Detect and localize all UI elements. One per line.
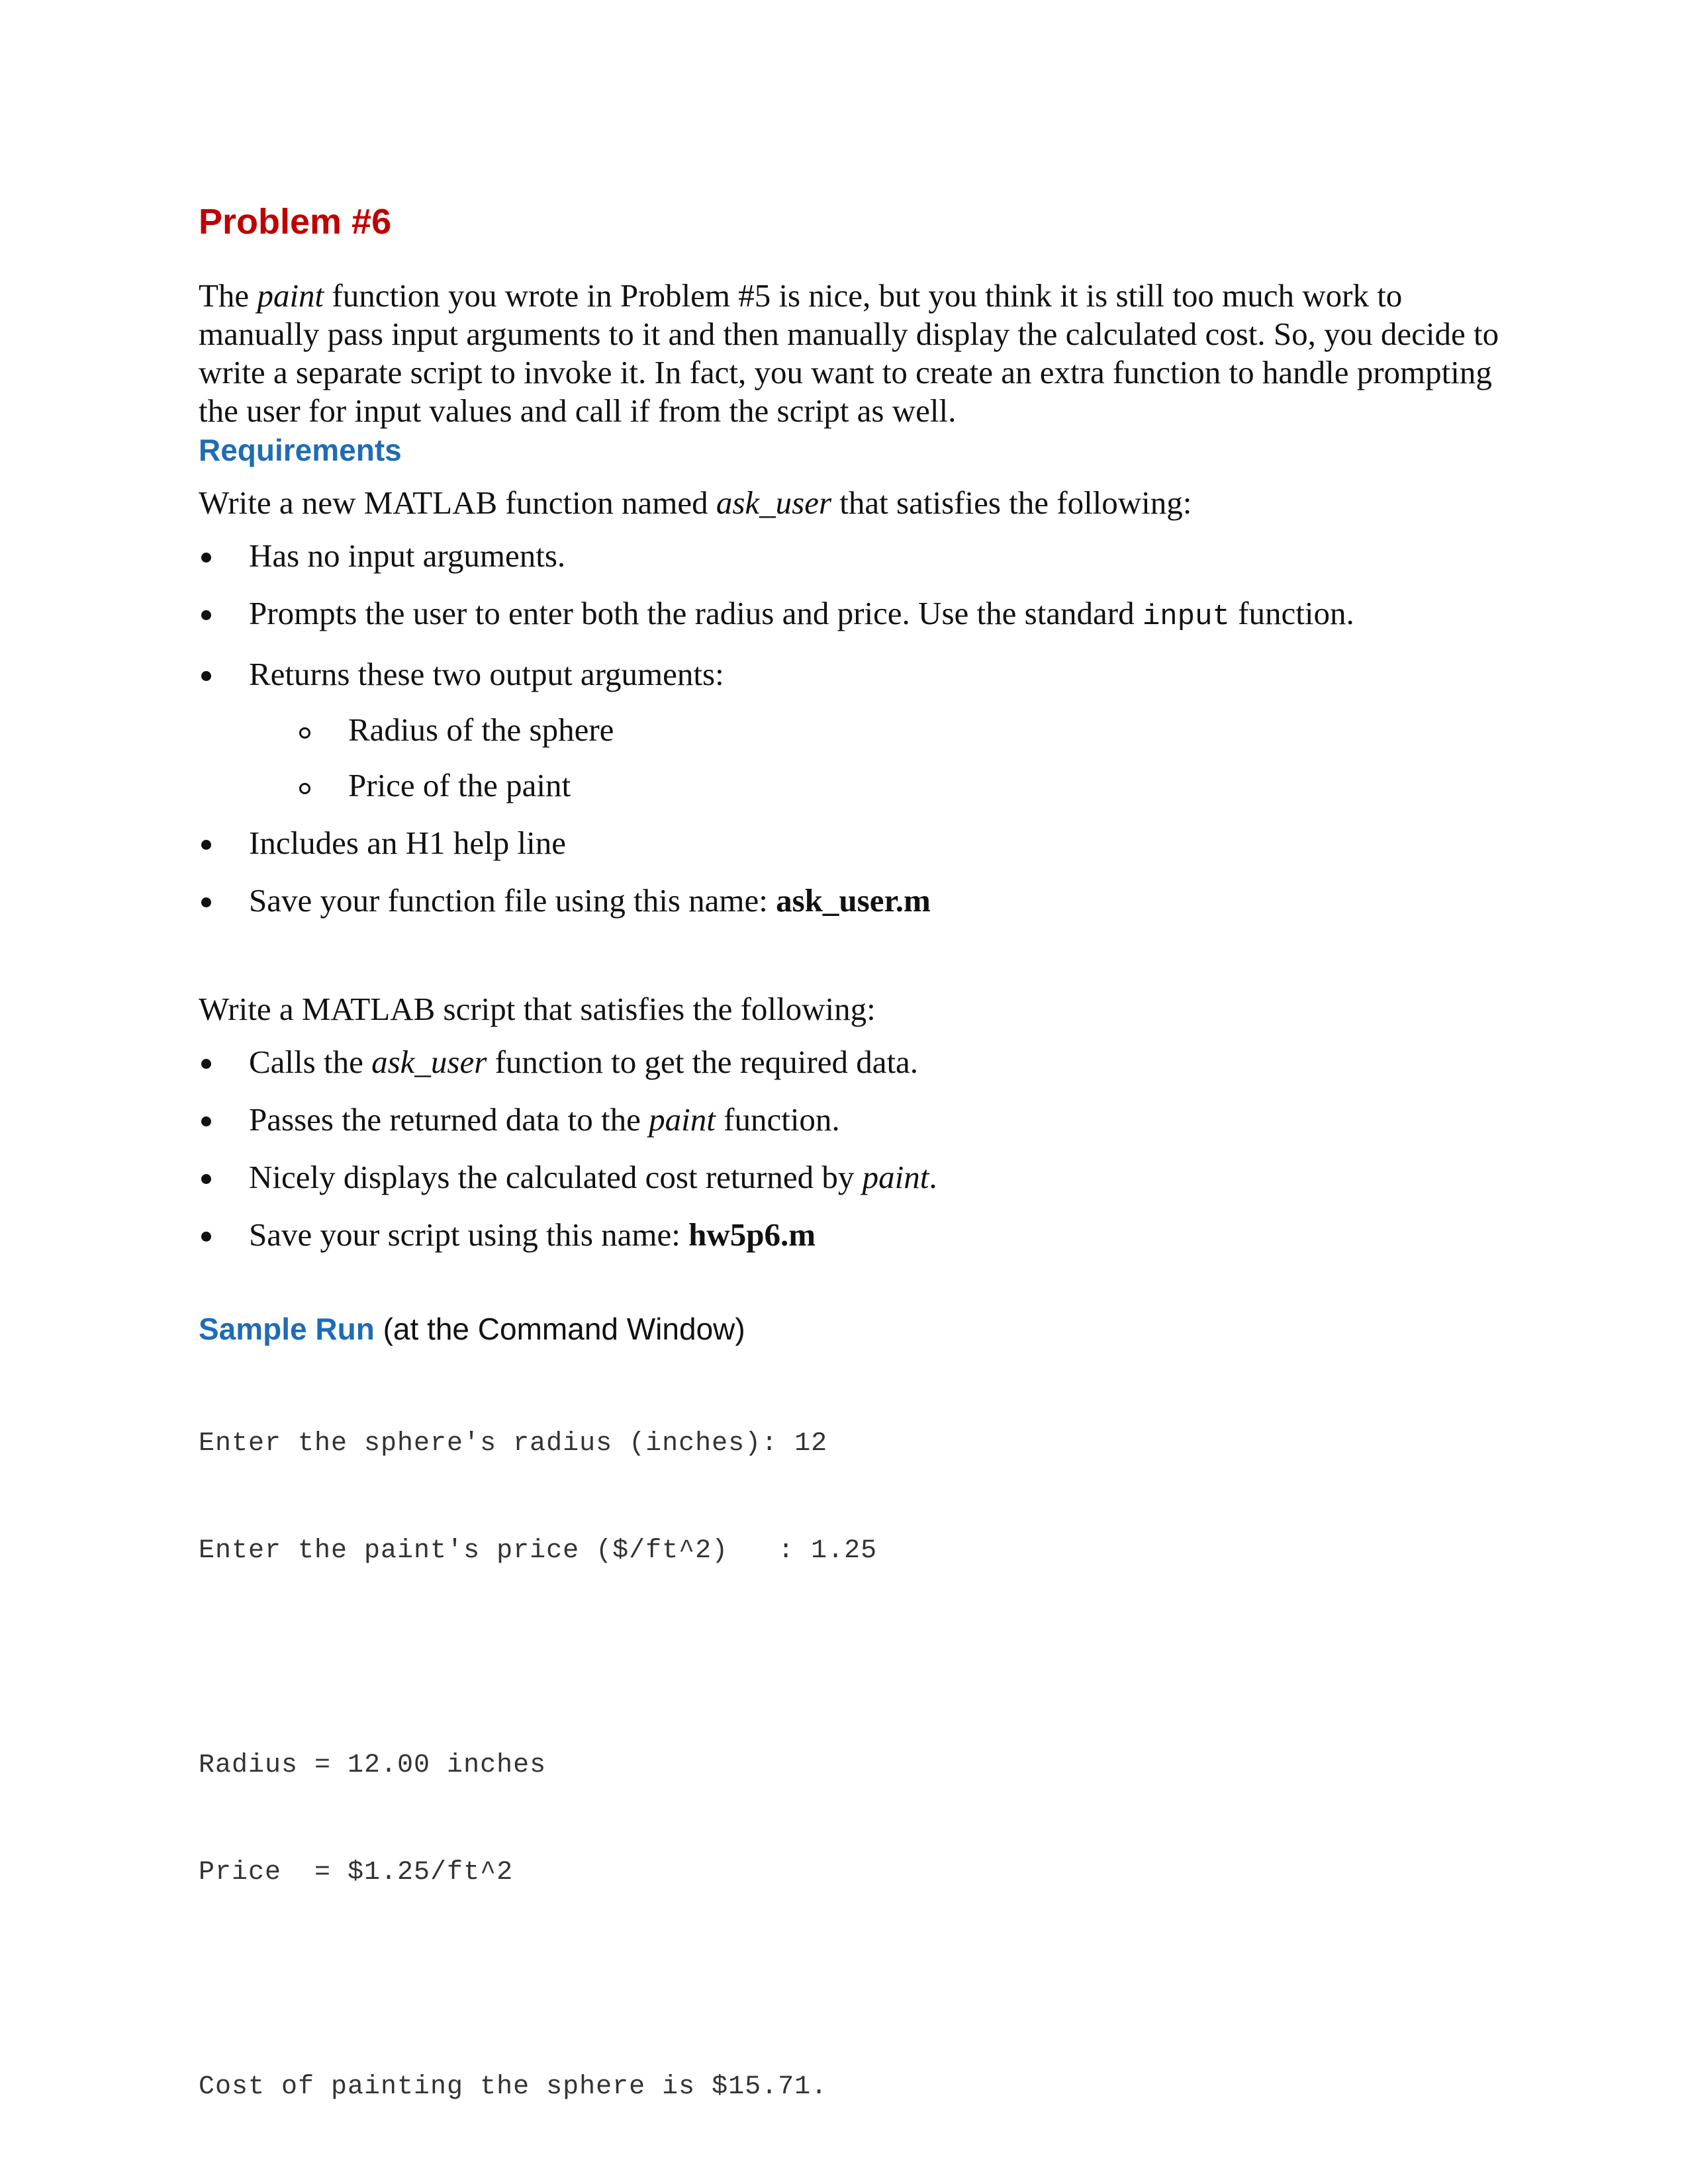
list-item xyxy=(199,880,1509,922)
sub-item-price: Price of the paint xyxy=(348,767,571,803)
hollow-bullet-icon xyxy=(299,783,310,794)
console-line-cost: Cost of painting the sphere is $15.71. xyxy=(199,2072,828,2102)
intro-paint-name: paint xyxy=(257,277,324,314)
console-line-radius: Radius = 12.00 inches xyxy=(199,1751,547,1780)
intro-text-rest: function you wrote in Problem #5 is nice, but you think it is still too much work to manually pass input arguments to it and then manually display the calculated cost. So, you decide to write a separate script to invoke it. In fact, you want to create an extra function to handle prompting the user for input values and call if from the script as well. xyxy=(199,277,1499,429)
intro-text-start: The xyxy=(199,277,258,314)
list-item xyxy=(199,1156,1509,1199)
list-item xyxy=(199,1099,1509,1141)
item-calls-name: ask_user xyxy=(371,1044,487,1080)
sub-list-item xyxy=(199,709,1509,751)
hollow-bullet-icon xyxy=(299,727,310,739)
bullet-icon xyxy=(201,1174,211,1184)
bullet-icon xyxy=(201,553,211,563)
bullet-icon xyxy=(201,671,211,681)
console-line-radius-prompt: Enter the sphere's radius (inches): 12 xyxy=(199,1429,828,1459)
console-line-price-prompt: Enter the paint's price ($/ft^2) : 1.25 xyxy=(199,1536,878,1566)
function-lead-before: Write a new MATLAB function named xyxy=(199,484,716,521)
item-script-save-file: hw5p6.m xyxy=(688,1216,816,1253)
bullet-icon xyxy=(201,840,211,850)
item-script-save-before: Save your script using this name: xyxy=(249,1216,689,1253)
console-line-price: Price = $1.25/ft^2 xyxy=(199,1858,514,1888)
sample-run-suffix: (at the Command Window) xyxy=(374,1312,745,1346)
function-lead-name: ask_user xyxy=(716,484,832,521)
bullet-icon xyxy=(201,897,211,907)
item-passes-name: paint xyxy=(649,1101,716,1138)
function-requirements-list xyxy=(199,535,1509,922)
list-item xyxy=(199,822,1509,864)
console-blank-line xyxy=(199,1956,1509,2004)
sub-item-radius: Radius of the sphere xyxy=(348,711,614,748)
function-lead xyxy=(199,482,1509,524)
command-window-output xyxy=(199,1361,1509,2171)
sample-run-label: Sample Run xyxy=(199,1312,375,1346)
sub-list-item xyxy=(199,764,1509,807)
item-passes-before: Passes the returned data to the xyxy=(249,1101,649,1138)
item-returns: Returns these two output arguments: xyxy=(249,656,724,692)
item-calls-after: function to get the required data. xyxy=(487,1044,919,1080)
output-arguments-list xyxy=(249,709,1509,807)
item-save-file: ask_user.m xyxy=(776,882,931,919)
item-save-before: Save your function file using this name: xyxy=(249,882,776,919)
list-item xyxy=(199,592,1509,638)
list-item xyxy=(199,653,1509,807)
list-item xyxy=(199,1041,1509,1083)
item-h1: Includes an H1 help line xyxy=(249,825,566,861)
item-prompts-after: function. xyxy=(1229,595,1354,631)
script-lead: Write a MATLAB script that satisfies the following: xyxy=(199,991,876,1027)
intro-paragraph xyxy=(199,277,1509,430)
item-no-args: Has no input arguments. xyxy=(249,537,566,574)
bullet-icon xyxy=(201,1232,211,1242)
item-prompts-before: Prompts the user to enter both the radius and price. Use the standard xyxy=(249,595,1143,631)
bullet-icon xyxy=(201,1059,211,1069)
item-passes-after: function. xyxy=(715,1101,840,1138)
requirements-heading: Requirements xyxy=(199,433,402,467)
console-blank-line xyxy=(199,1635,1509,1682)
item-displays-after: . xyxy=(929,1159,937,1195)
function-lead-after: that satisfies the following: xyxy=(831,484,1192,521)
document-page xyxy=(199,192,1509,2171)
item-displays-before: Nicely displays the calculated cost returned by xyxy=(249,1159,863,1195)
list-item xyxy=(199,535,1509,577)
bullet-icon xyxy=(201,610,211,620)
script-requirements-list xyxy=(199,1041,1509,1256)
item-displays-name: paint xyxy=(862,1159,929,1195)
item-prompts-code: input xyxy=(1142,600,1230,633)
problem-title: Problem #6 xyxy=(199,202,392,242)
item-calls-before: Calls the xyxy=(249,1044,372,1080)
list-item xyxy=(199,1214,1509,1256)
sample-run-heading xyxy=(199,1309,1509,1349)
bullet-icon xyxy=(201,1116,211,1126)
